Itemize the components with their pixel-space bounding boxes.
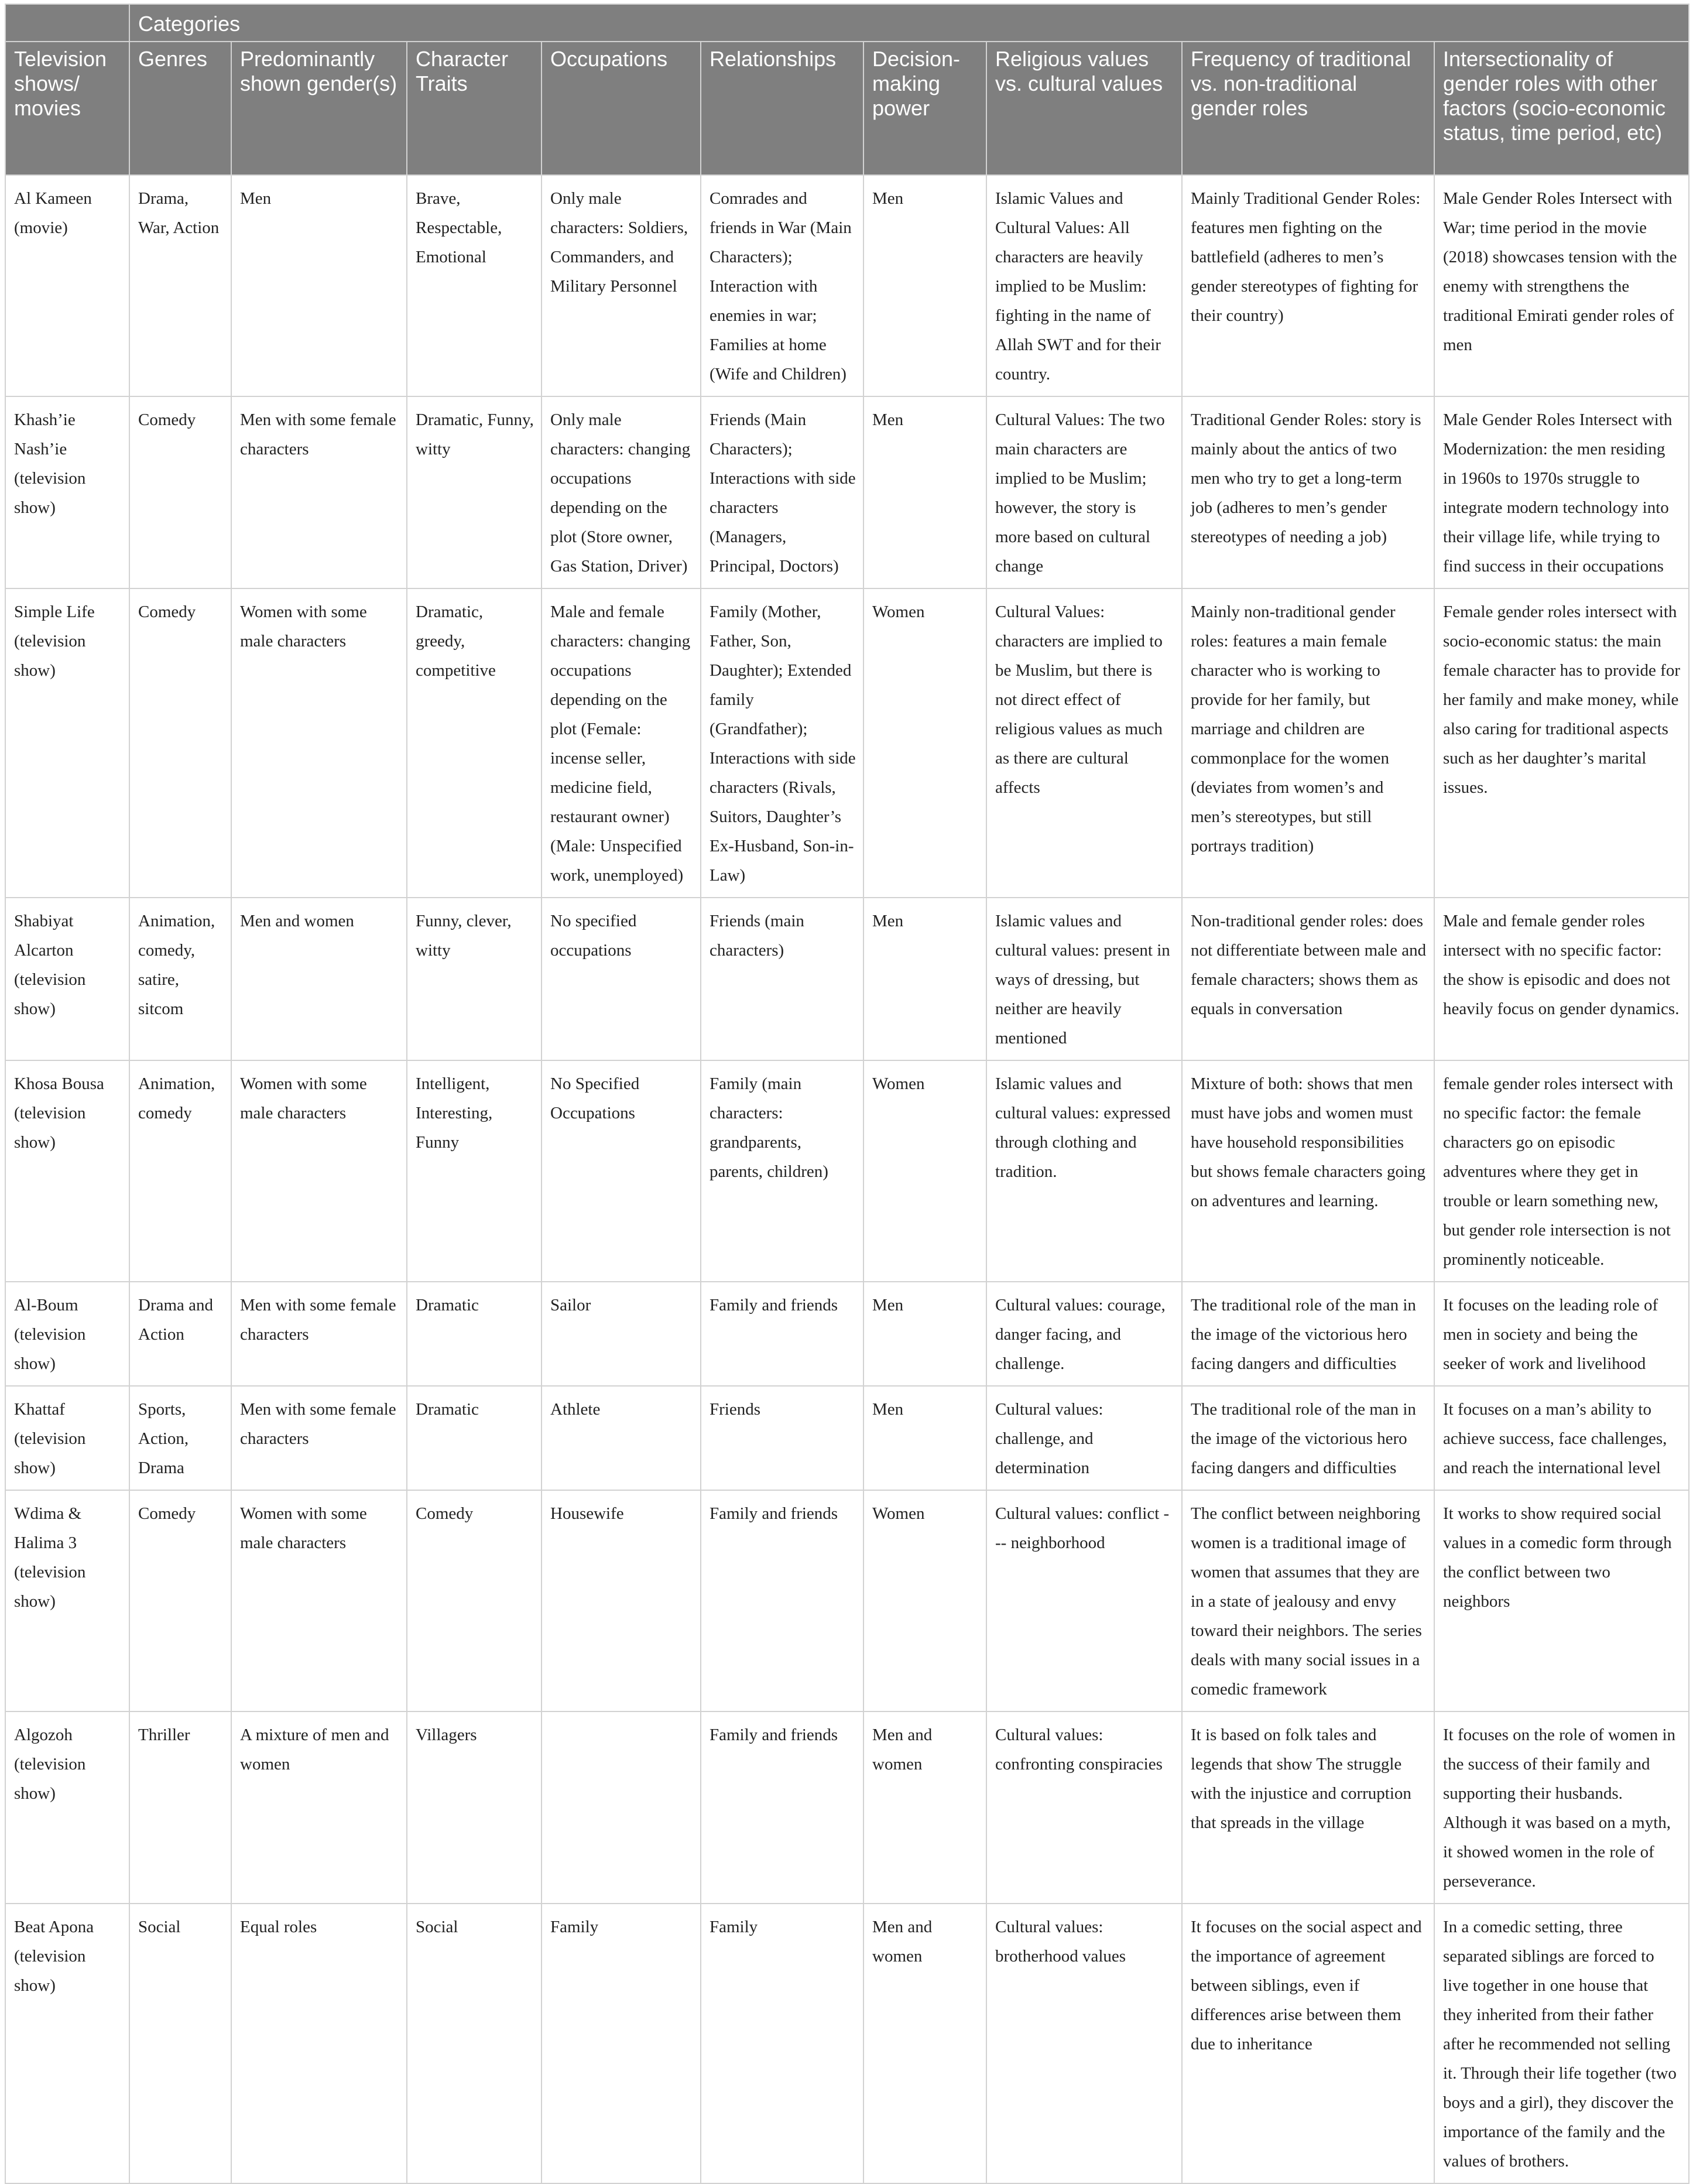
cell-decision: Men and women xyxy=(863,1904,986,2183)
cell-religious: Islamic values and cultural values: present in ways of dressing, but neither are heavily mentioned xyxy=(986,898,1182,1060)
cell-title: Wdima & Halima 3 (television show) xyxy=(5,1490,129,1711)
cell-frequency: The conflict between neighboring women is a traditional image of women that assumes that they are in a state of jealousy and envy toward their neighbors. The series deals with many social issues in a comedic framework xyxy=(1182,1490,1434,1711)
cell-frequency: Non-traditional gender roles: does not differentiate between male and female characters; shows them as equals in conversation xyxy=(1182,898,1434,1060)
cell-decision: Women xyxy=(863,1060,986,1282)
cell-gender: Women with some male characters xyxy=(231,1060,407,1282)
table-header xyxy=(5,4,1689,175)
cell-traits: Brave, Respectable, Emotional xyxy=(407,175,542,396)
cell-gender: Men with some female characters xyxy=(231,396,407,588)
cell-intersection: Male Gender Roles Intersect with War; time period in the movie (2018) showcases tension with the enemy with strengthens the traditional Emirati gender roles of men xyxy=(1434,175,1689,396)
cell-religious: Cultural Values: The two main characters are implied to be Muslim; however, the story is more based on cultural change xyxy=(986,396,1182,588)
cell-intersection: Male and female gender roles intersect with no specific factor: the show is episodic and does not heavily focus on gender dynamics. xyxy=(1434,898,1689,1060)
cell-intersection: It focuses on the leading role of men in society and being the seeker of work and livelihood xyxy=(1434,1282,1689,1386)
cell-genres: Thriller xyxy=(129,1711,231,1904)
cell-religious: Islamic Values and Cultural Values: All characters are heavily implied to be Muslim: fighting in the name of Allah SWT and for their country. xyxy=(986,175,1182,396)
cell-relationships: Friends xyxy=(701,1386,863,1490)
cell-gender: Women with some male characters xyxy=(231,588,407,898)
cell-religious: Cultural Values: characters are implied to be Muslim, but there is not direct effect of religious values as much as there are cultural affects xyxy=(986,588,1182,898)
cell-title: Khosa Bousa (television show) xyxy=(5,1060,129,1282)
cell-decision: Men and women xyxy=(863,1711,986,1904)
column-header-genres: Genres xyxy=(129,42,231,175)
cell-frequency: The traditional role of the man in the image of the victorious hero facing dangers and difficulties xyxy=(1182,1282,1434,1386)
cell-gender: Men with some female characters xyxy=(231,1386,407,1490)
cell-decision: Men xyxy=(863,175,986,396)
cell-gender: Men xyxy=(231,175,407,396)
column-header-occupations: Occupations xyxy=(542,42,701,175)
cell-title: Al-Boum (television show) xyxy=(5,1282,129,1386)
column-header-frequency: Frequency of traditional vs. non-traditional gender roles xyxy=(1182,42,1434,175)
cell-religious: Cultural values: confronting conspiracies xyxy=(986,1711,1182,1904)
cell-occupations: Athlete xyxy=(542,1386,701,1490)
cell-relationships: Family xyxy=(701,1904,863,2183)
categories-header-row xyxy=(5,4,1689,42)
cell-religious: Cultural values: courage, danger facing, and challenge. xyxy=(986,1282,1182,1386)
gender-roles-table xyxy=(5,4,1689,2184)
cell-title: Algozoh (television show) xyxy=(5,1711,129,1904)
cell-decision: Men xyxy=(863,396,986,588)
cell-occupations: Only male characters: Soldiers, Commanders, and Military Personnel xyxy=(542,175,701,396)
cell-frequency: It focuses on the social aspect and the importance of agreement between siblings, even if differences arise between them due to inheritance xyxy=(1182,1904,1434,2183)
table-row xyxy=(5,175,1689,396)
cell-relationships: Friends (main characters) xyxy=(701,898,863,1060)
cell-frequency: The traditional role of the man in the image of the victorious hero facing dangers and difficulties xyxy=(1182,1386,1434,1490)
cell-title: Al Kameen (movie) xyxy=(5,175,129,396)
cell-intersection: Female gender roles intersect with socio-economic status: the main female character has to provide for her family and make money, while also caring for traditional aspects such as her daughter’s marital issues. xyxy=(1434,588,1689,898)
cell-title: Simple Life (television show) xyxy=(5,588,129,898)
cell-intersection: Male Gender Roles Intersect with Modernization: the men residing in 1960s to 1970s struggle to integrate modern technology into their village life, while trying to find success in their occupations xyxy=(1434,396,1689,588)
cell-frequency: Mixture of both: shows that men must have jobs and women must have household responsibilities but shows female characters going on adventures and learning. xyxy=(1182,1060,1434,1282)
table-row xyxy=(5,898,1689,1060)
cell-religious: Cultural values: conflict --- neighborhood xyxy=(986,1490,1182,1711)
table-row xyxy=(5,1060,1689,1282)
categories-header: Categories xyxy=(129,4,1689,42)
cell-genres: Social xyxy=(129,1904,231,2183)
cell-decision: Men xyxy=(863,1386,986,1490)
cell-occupations: Male and female characters: changing occupations depending on the plot (Female: incense seller, medicine field, restaurant owner) (Male: Unspecified work, unemployed) xyxy=(542,588,701,898)
table-row xyxy=(5,1386,1689,1490)
cell-title: Khattaf (television show) xyxy=(5,1386,129,1490)
cell-occupations xyxy=(542,1711,701,1904)
cell-traits: Villagers xyxy=(407,1711,542,1904)
cell-relationships: Comrades and friends in War (Main Characters); Interaction with enemies in war; Families at home (Wife and Children) xyxy=(701,175,863,396)
cell-traits: Intelligent, Interesting, Funny xyxy=(407,1060,542,1282)
cell-gender: Women with some male characters xyxy=(231,1490,407,1711)
column-header-title: Television shows/ movies xyxy=(5,42,129,175)
cell-intersection: female gender roles intersect with no specific factor: the female characters go on episodic adventures where they get in trouble or learn something new, but gender role intersection is not prominently noticeable. xyxy=(1434,1060,1689,1282)
cell-religious: Cultural values: challenge, and determination xyxy=(986,1386,1182,1490)
cell-genres: Comedy xyxy=(129,1490,231,1711)
cell-occupations: No specified occupations xyxy=(542,898,701,1060)
cell-title: Khash’ie Nash’ie (television show) xyxy=(5,396,129,588)
cell-genres: Comedy xyxy=(129,588,231,898)
cell-frequency: Traditional Gender Roles: story is mainly about the antics of two men who try to get a long-term job (adheres to men’s gender stereotypes of needing a job) xyxy=(1182,396,1434,588)
cell-relationships: Family and friends xyxy=(701,1282,863,1386)
cell-decision: Men xyxy=(863,1282,986,1386)
cell-genres: Drama, War, Action xyxy=(129,175,231,396)
cell-genres: Animation, comedy, satire, sitcom xyxy=(129,898,231,1060)
table-row xyxy=(5,1904,1689,2183)
cell-traits: Funny, clever, witty xyxy=(407,898,542,1060)
cell-decision: Men xyxy=(863,898,986,1060)
cell-gender: Men with some female characters xyxy=(231,1282,407,1386)
cell-relationships: Family and friends xyxy=(701,1711,863,1904)
column-header-decision: Decision-making power xyxy=(863,42,986,175)
cell-relationships: Family and friends xyxy=(701,1490,863,1711)
cell-frequency: Mainly Traditional Gender Roles: features men fighting on the battlefield (adheres to men’s gender stereotypes of fighting for their country) xyxy=(1182,175,1434,396)
column-header-row xyxy=(5,42,1689,175)
cell-intersection: It works to show required social values in a comedic form through the conflict between two neighbors xyxy=(1434,1490,1689,1711)
cell-relationships: Family (main characters: grandparents, parents, children) xyxy=(701,1060,863,1282)
cell-genres: Sports, Action, Drama xyxy=(129,1386,231,1490)
table-row xyxy=(5,396,1689,588)
cell-occupations: Only male characters: changing occupations depending on the plot (Store owner, Gas Station, Driver) xyxy=(542,396,701,588)
cell-decision: Women xyxy=(863,1490,986,1711)
cell-occupations: Family xyxy=(542,1904,701,2183)
cell-title: Shabiyat Alcarton (television show) xyxy=(5,898,129,1060)
cell-genres: Comedy xyxy=(129,396,231,588)
table-body xyxy=(5,175,1689,2183)
cell-religious: Cultural values: brotherhood values xyxy=(986,1904,1182,2183)
header-corner-cell xyxy=(5,4,129,42)
cell-intersection: It focuses on a man’s ability to achieve success, face challenges, and reach the international level xyxy=(1434,1386,1689,1490)
column-header-intersection: Intersectionality of gender roles with other factors (socio-economic status, time period, etc) xyxy=(1434,42,1689,175)
cell-religious: Islamic values and cultural values: expressed through clothing and tradition. xyxy=(986,1060,1182,1282)
column-header-religious: Religious values vs. cultural values xyxy=(986,42,1182,175)
table-row xyxy=(5,588,1689,898)
cell-relationships: Family (Mother, Father, Son, Daughter); Extended family (Grandfather); Interactions with side characters (Rivals, Suitors, Daughter’s Ex-Husband, Son-in-Law) xyxy=(701,588,863,898)
cell-frequency: It is based on folk tales and legends that show The struggle with the injustice and corruption that spreads in the village xyxy=(1182,1711,1434,1904)
cell-traits: Dramatic xyxy=(407,1386,542,1490)
cell-occupations: Housewife xyxy=(542,1490,701,1711)
cell-gender: A mixture of men and women xyxy=(231,1711,407,1904)
cell-genres: Drama and Action xyxy=(129,1282,231,1386)
cell-traits: Dramatic, greedy, competitive xyxy=(407,588,542,898)
table-row xyxy=(5,1282,1689,1386)
cell-occupations: No Specified Occupations xyxy=(542,1060,701,1282)
column-header-traits: Character Traits xyxy=(407,42,542,175)
cell-occupations: Sailor xyxy=(542,1282,701,1386)
cell-frequency: Mainly non-traditional gender roles: features a main female character who is working to provide for her family, but marriage and children are commonplace for the women (deviates from women’s and men’s stereotypes, but still portrays tradition) xyxy=(1182,588,1434,898)
column-header-relationships: Relationships xyxy=(701,42,863,175)
cell-intersection: It focuses on the role of women in the success of their family and supporting their husbands. Although it was based on a myth, it showed women in the role of perseverance. xyxy=(1434,1711,1689,1904)
cell-gender: Equal roles xyxy=(231,1904,407,2183)
cell-intersection: In a comedic setting, three separated siblings are forced to live together in one house that they inherited from their father after he recommended not selling it. Through their life together (two boys and a girl), they discover the importance of the family and the values of brothers. xyxy=(1434,1904,1689,2183)
cell-title: Beat Apona (television show) xyxy=(5,1904,129,2183)
cell-traits: Comedy xyxy=(407,1490,542,1711)
cell-decision: Women xyxy=(863,588,986,898)
cell-gender: Men and women xyxy=(231,898,407,1060)
cell-traits: Social xyxy=(407,1904,542,2183)
cell-relationships: Friends (Main Characters); Interactions with side characters (Managers, Principal, Doctors) xyxy=(701,396,863,588)
cell-genres: Animation, comedy xyxy=(129,1060,231,1282)
cell-traits: Dramatic, Funny, witty xyxy=(407,396,542,588)
cell-traits: Dramatic xyxy=(407,1282,542,1386)
column-header-gender: Predominantly shown gender(s) xyxy=(231,42,407,175)
table-row xyxy=(5,1711,1689,1904)
table-row xyxy=(5,1490,1689,1711)
